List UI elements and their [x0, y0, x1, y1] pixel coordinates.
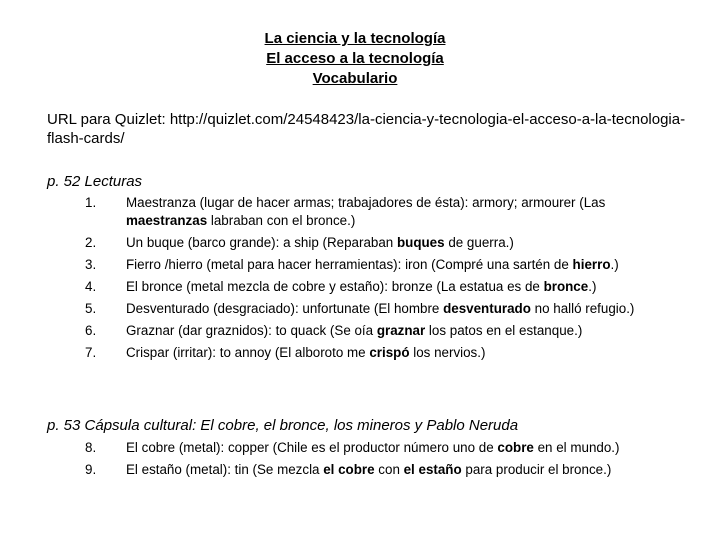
vocab-item	[85, 322, 685, 340]
vocab-highlight-word: crispó	[369, 345, 410, 360]
vocab-text-segment: Desventurado (desgraciado): unfortunate (El hombre	[126, 301, 444, 316]
section-heading-capsula: p. 53 Cápsula cultural: El cobre, el bronce, los mineros y Pablo Neruda	[47, 417, 519, 434]
vocab-item-text	[126, 278, 685, 296]
vocab-item-text	[126, 300, 685, 318]
vocab-highlight-word: el cobre	[323, 462, 375, 477]
vocab-highlight-word: el estaño	[403, 462, 462, 477]
vocab-item-text	[126, 234, 685, 252]
vocab-item-text	[126, 322, 685, 340]
vocab-highlight-word: hierro	[572, 257, 611, 272]
vocab-text-segment: Maestranza (lugar de hacer armas; trabajadores de ésta): armory; armourer (Las	[126, 195, 606, 210]
vocab-item-number: 9.	[85, 462, 97, 477]
document-title-block	[0, 29, 710, 89]
vocab-text-segment: Fierro /hierro (metal para hacer herramientas): iron (Compré una sartén de	[126, 257, 573, 272]
vocab-text-segment: con	[374, 462, 404, 477]
vocab-item	[85, 461, 685, 479]
vocab-text-segment: los patos en el estanque.)	[425, 323, 583, 338]
document-title: La ciencia y la tecnología	[264, 30, 446, 47]
vocab-highlight-word: desventurado	[443, 301, 531, 316]
vocab-text-segment: no halló refugio.)	[530, 301, 635, 316]
vocab-text-segment: Crispar (irritar): to annoy (El alboroto me	[126, 345, 370, 360]
vocab-highlight-word: buques	[396, 235, 445, 250]
vocab-item-text	[126, 194, 685, 230]
vocab-item-text	[126, 461, 685, 479]
vocab-text-segment: los nervios.)	[409, 345, 486, 360]
vocab-item-number: 1.	[85, 195, 97, 210]
vocab-text-segment: .)	[610, 257, 619, 272]
vocab-text-segment: Graznar (dar graznidos): to quack (Se oía	[126, 323, 377, 338]
vocab-item-number: 8.	[85, 440, 97, 455]
vocab-highlight-word: bronce	[543, 279, 589, 294]
vocab-item-number: 6.	[85, 323, 97, 338]
vocab-item	[85, 300, 685, 318]
quizlet-url-line: URL para Quizlet: http://quizlet.com/24548423/la-ciencia-y-tecnologia-el-acceso-a-la-tecnologia-flash-cards/	[47, 111, 686, 147]
section-heading-lecturas: p. 52 Lecturas	[47, 173, 143, 190]
document-subtitle: El acceso a la tecnología	[266, 50, 444, 67]
vocab-item-number: 5.	[85, 301, 97, 316]
vocab-text-segment: labraban con el bronce.)	[207, 213, 356, 228]
vocab-text-segment: El cobre (metal): copper (Chile es el productor número uno de	[126, 440, 498, 455]
vocab-item-text	[126, 344, 685, 362]
vocab-text-segment: Un buque (barco grande): a ship (Reparaban	[126, 235, 397, 250]
vocab-item-number: 2.	[85, 235, 97, 250]
vocab-item	[85, 278, 685, 296]
vocab-item-text	[126, 256, 685, 274]
vocab-text-segment: El bronce (metal mezcla de cobre y estaño): bronze (La estatua es de	[126, 279, 544, 294]
vocab-item	[85, 439, 685, 457]
vocab-highlight-word: cobre	[497, 440, 534, 455]
vocab-list-lecturas	[85, 194, 685, 366]
document-section-label: Vocabulario	[312, 70, 398, 87]
vocab-list-capsula	[85, 439, 685, 483]
vocab-item	[85, 234, 685, 252]
vocab-item-number: 4.	[85, 279, 97, 294]
vocab-text-segment: El estaño (metal): tin (Se mezcla	[126, 462, 324, 477]
vocab-highlight-word: maestranzas	[126, 213, 208, 228]
vocab-item	[85, 256, 685, 274]
vocab-text-segment: .)	[588, 279, 597, 294]
vocab-item-number: 7.	[85, 345, 97, 360]
vocab-highlight-word: graznar	[376, 323, 426, 338]
vocab-item	[85, 344, 685, 362]
vocab-text-segment: de guerra.)	[444, 235, 514, 250]
vocab-item	[85, 194, 685, 230]
vocab-text-segment: en el mundo.)	[533, 440, 620, 455]
vocab-text-segment: para producir el bronce.)	[461, 462, 612, 477]
vocab-item-text	[126, 439, 685, 457]
vocab-item-number: 3.	[85, 257, 97, 272]
